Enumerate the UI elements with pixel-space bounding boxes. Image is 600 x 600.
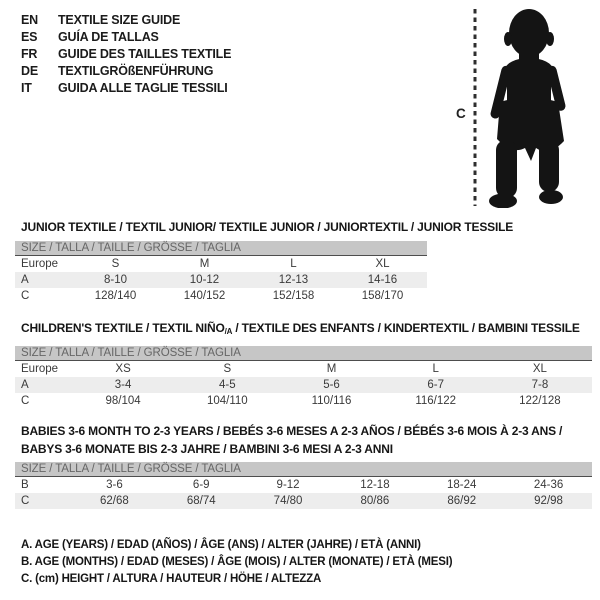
children-section-title [21,321,580,336]
table-row [15,361,592,377]
baby-silhouette-icon [489,9,566,208]
language-code: FR [21,47,38,61]
size-cell: 18-24 [447,479,477,491]
size-cell: 92/98 [534,495,563,507]
size-header-bar: SIZE / TALLA / TAILLE / GRÖSSE / TAGLIA [15,241,427,256]
size-cell: 158/170 [361,290,404,302]
junior-size-table [15,241,427,304]
language-list [21,12,231,97]
row-label-cell: C [21,290,30,302]
size-cell: 116/122 [415,395,457,407]
size-cell: 9-12 [276,479,300,491]
row-label-cell: Europe [21,258,59,270]
size-cell: L [432,363,439,375]
size-header-bar: SIZE / TALLA / TAILLE / GRÖSSE / TAGLIA [15,346,592,361]
size-cell: 68/74 [186,495,216,507]
babies-title-line1: BABIES 3-6 MONTH TO 2-3 YEARS / BEBÉS 3-6 MESES A 2-3 AÑOS / BÉBÉS 3-6 MOIS À 2-3 ANS / [21,424,563,438]
size-cell: 10-12 [189,274,220,286]
size-figure [452,6,592,208]
size-cell: 80/86 [360,495,390,507]
row-label-cell: Europe [21,363,59,375]
table-row [15,272,427,288]
children-title-text: / TEXTILE DES ENFANTS / KINDERTEXTIL / BAMBINI TESSILE [232,321,580,335]
size-cell: S [223,363,232,375]
size-header-bar: SIZE / TALLA / TAILLE / GRÖSSE / TAGLIA [15,462,592,477]
size-cell: 140/152 [183,290,226,302]
size-cell: 4-5 [218,379,236,391]
size-cell: 122/128 [519,395,561,407]
language-title: GUIDA ALLE TAGLIE TESSILI [58,81,228,95]
size-cell: S [111,258,120,270]
size-cell: 3-4 [114,379,132,391]
size-cell: 6-7 [427,379,445,391]
babies-title-line2: BABYS 3-6 MONATE BIS 2-3 JAHRE / BAMBINI 3-6 MESI A 2-3 ANNI [21,441,393,456]
row-label-cell: A [21,379,29,391]
size-cell: 14-16 [367,274,398,286]
size-cell: XL [375,258,390,270]
babies-size-table [15,462,592,509]
language-code: EN [21,13,38,27]
height-label-c: C [456,106,466,121]
babies-section-title [21,423,562,458]
size-cell: 86/92 [447,495,477,507]
table-row [15,377,592,393]
children-title-text: CHILDREN'S TEXTILE / TEXTIL NIÑO [21,321,225,335]
row-label-cell: B [21,479,29,491]
row-label-cell: C [21,495,30,507]
size-cell: 3-6 [106,479,123,491]
language-row [21,63,231,80]
row-label-cell: C [21,395,30,407]
language-title: TEXTILE SIZE GUIDE [58,13,181,27]
size-cell: 98/104 [105,395,141,407]
size-cell: 12-13 [278,274,309,286]
table-row [15,256,427,272]
row-label-cell: A [21,274,29,286]
junior-section-title: JUNIOR TEXTILE / TEXTIL JUNIOR/ TEXTILE JUNIOR / JUNIORTEXTIL / JUNIOR TESSILE [21,220,514,234]
size-cell: 8-10 [103,274,128,286]
table-row [15,393,592,409]
language-row [21,12,231,29]
size-cell: XL [532,363,547,375]
language-title: GUIDE DES TAILLES TEXTILE [58,47,232,61]
size-cell: 104/110 [206,395,248,407]
footnote-a: A. AGE (YEARS) / EDAD (AÑOS) / ÂGE (ANS) / ALTER (JAHRE) / ETÀ (ANNI) [21,539,421,551]
size-cell: 128/140 [94,290,137,302]
table-row [15,288,427,304]
table-row [15,493,592,509]
size-cell: 152/158 [272,290,315,302]
children-title-subscript: /A [224,327,233,336]
size-cell: M [199,258,210,270]
size-cell: 7-8 [531,379,549,391]
size-cell: XS [115,363,131,375]
size-cell: 74/80 [273,495,303,507]
footnote-c: C. (cm) HEIGHT / ALTURA / HAUTEUR / HÖHE / ALTEZZA [21,573,322,585]
size-cell: 24-36 [533,479,564,491]
language-title: TEXTILGRÖßENFÜHRUNG [58,64,214,78]
size-cell: 110/116 [311,395,352,407]
language-code: ES [21,30,38,44]
language-row [21,80,231,97]
language-code: DE [21,64,38,78]
size-cell: 62/68 [100,495,129,507]
table-row [15,477,592,493]
size-cell: L [290,258,297,270]
footnotes [21,537,452,588]
language-code: IT [21,81,32,95]
language-row [21,29,231,46]
size-cell: 6-9 [192,479,210,491]
size-cell: 12-18 [360,479,390,491]
size-cell: M [326,363,337,375]
language-title: GUÍA DE TALLAS [58,30,159,44]
footnote-b: B. AGE (MONTHS) / EDAD (MESES) / ÂGE (MOIS) / ALTER (MONATE) / ETÀ (MESI) [21,556,453,568]
language-row [21,46,231,63]
size-cell: 5-6 [323,379,340,391]
children-size-table [15,346,592,409]
